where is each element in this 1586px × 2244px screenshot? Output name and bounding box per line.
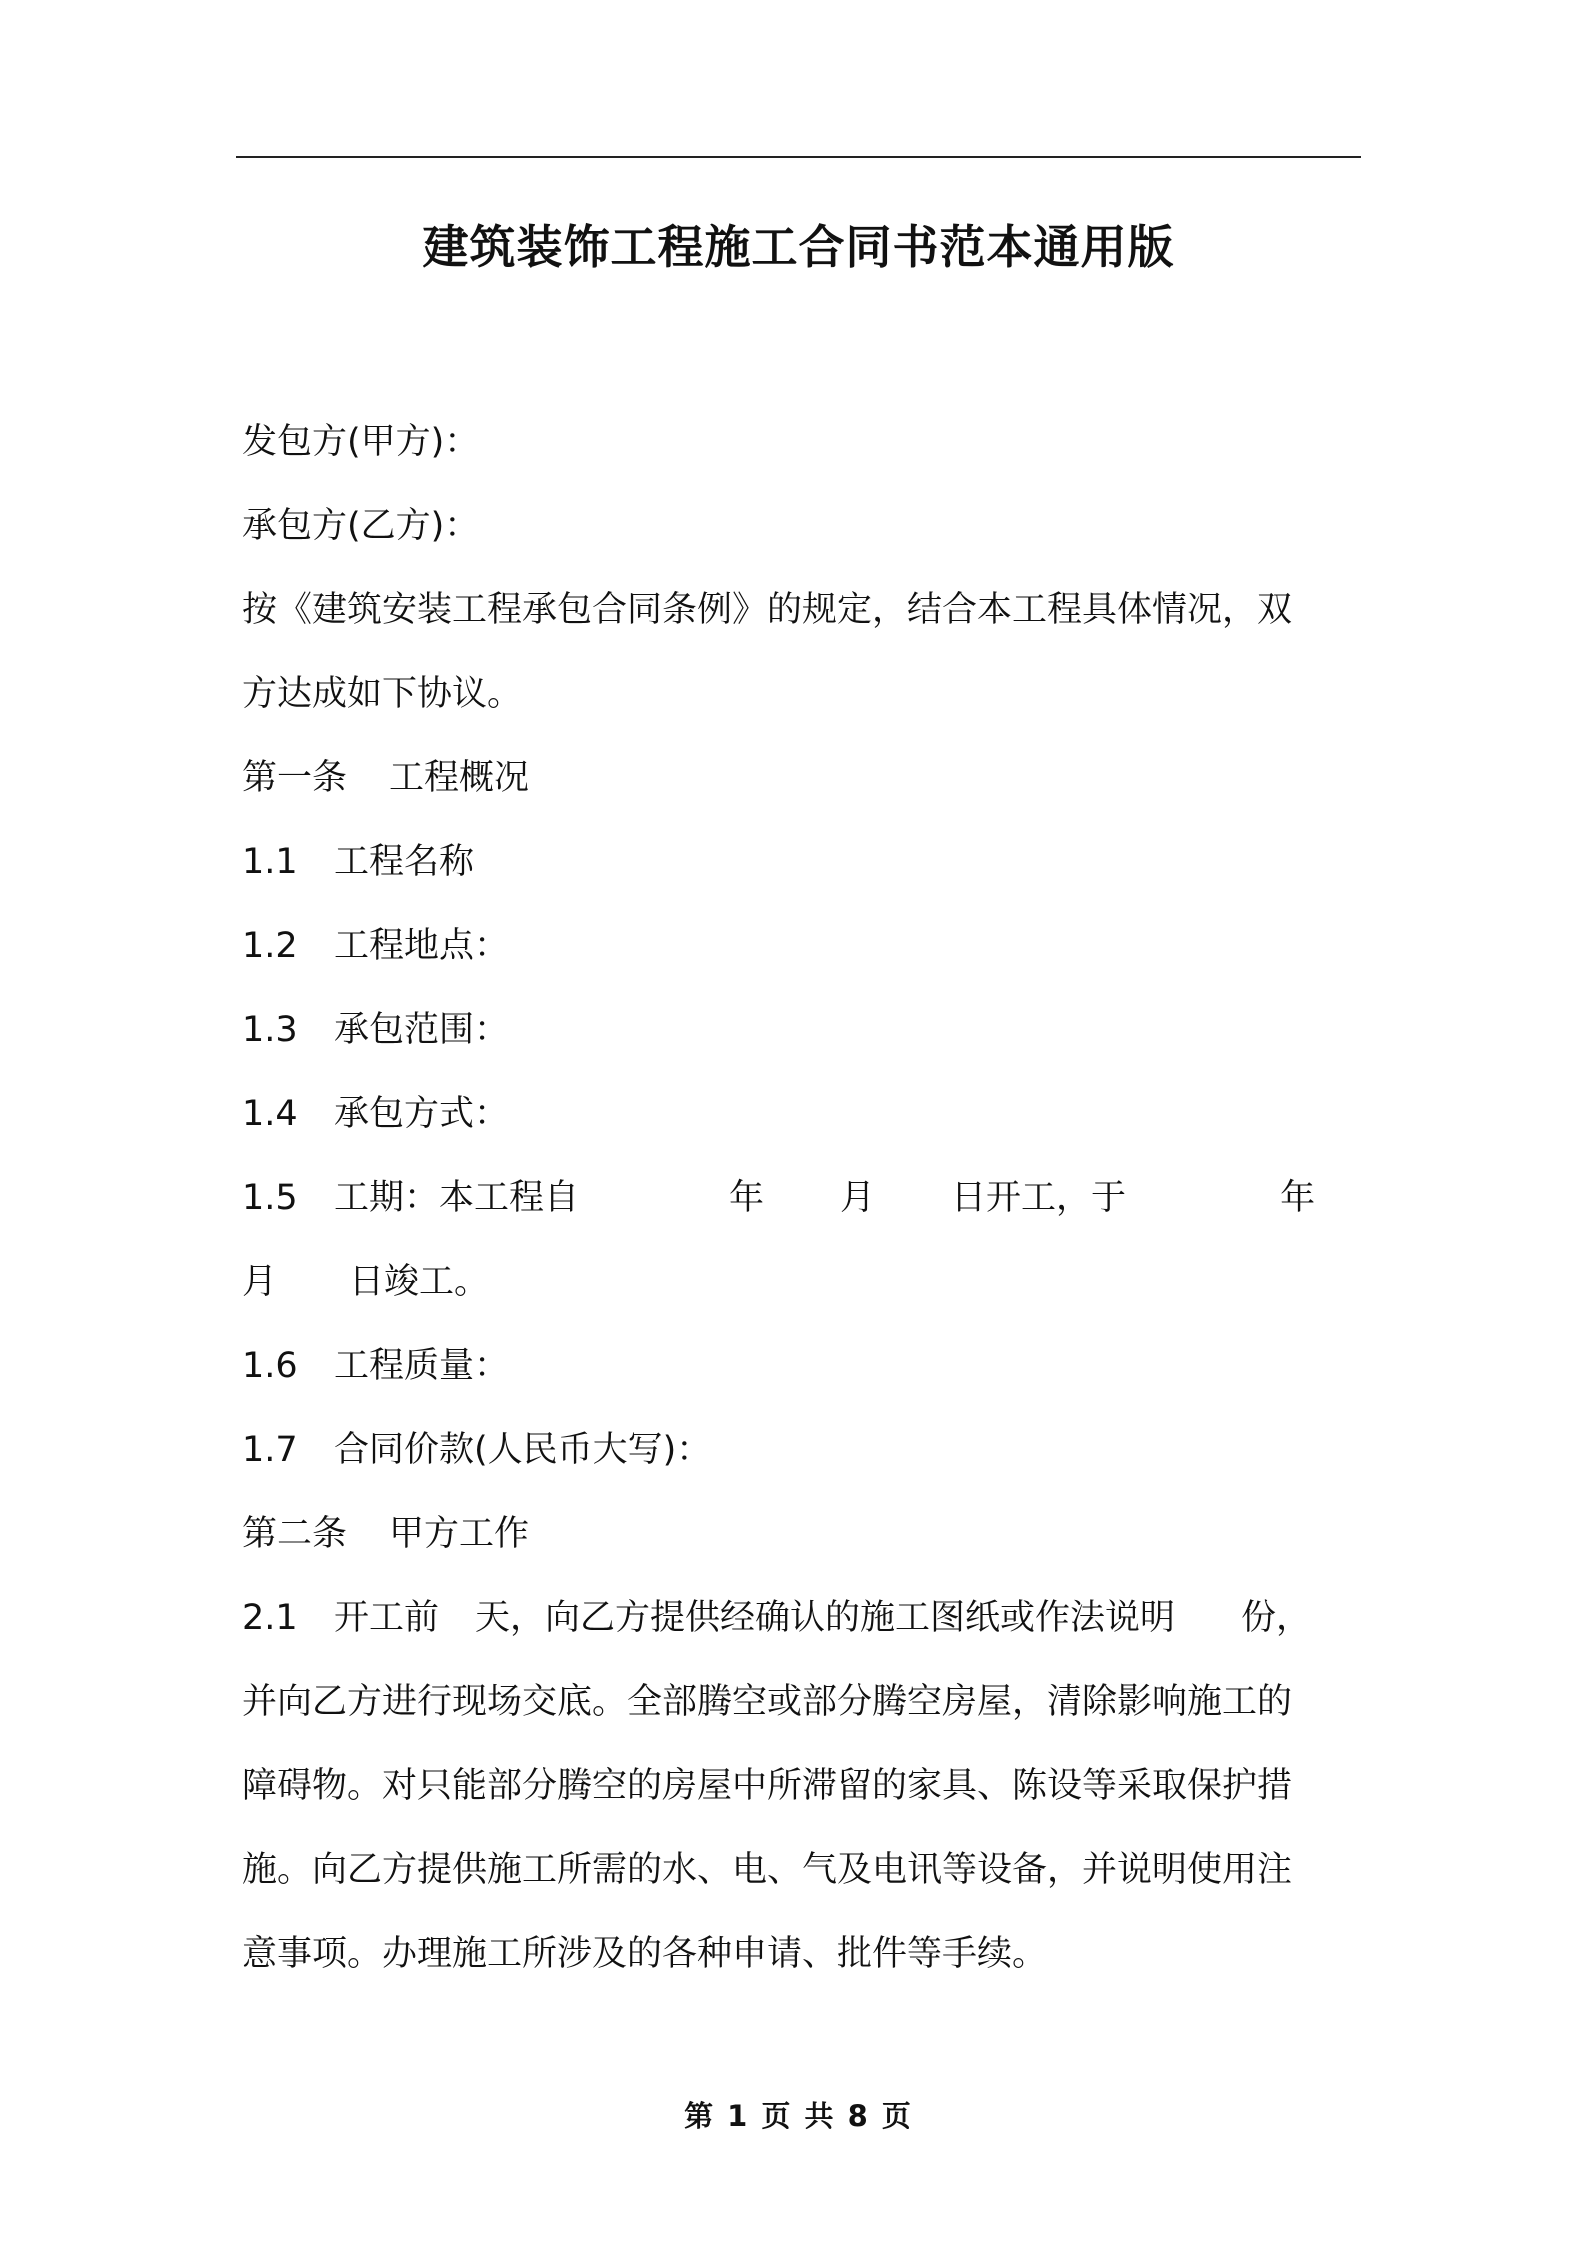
item-number: 1.4 xyxy=(242,1094,298,1134)
start-label: 日开工，于 xyxy=(951,1178,1127,1218)
item-1-2 xyxy=(242,904,1360,988)
intro-line-2: 方达成如下协议。 xyxy=(242,674,523,714)
item-text: 工程地点： xyxy=(334,926,510,966)
article-1-heading xyxy=(242,736,1360,820)
item-1-5 xyxy=(242,1156,1360,1240)
item-number: 2.1 xyxy=(242,1598,298,1638)
item-1-6 xyxy=(242,1324,1360,1408)
item-1-7 xyxy=(242,1408,1360,1492)
year-label: 年 xyxy=(1280,1178,1316,1218)
item-text: 份， xyxy=(1241,1598,1312,1638)
item-text: 工程质量： xyxy=(334,1346,510,1386)
article-1-label: 第一条 xyxy=(242,758,348,798)
article-2-heading xyxy=(242,1492,1360,1576)
item-number: 1.6 xyxy=(242,1346,298,1386)
item-1-5-cont xyxy=(242,1240,1360,1324)
party-a-line: 发包方(甲方)： xyxy=(242,422,480,462)
paragraph-line: 施。向乙方提供施工所需的水、电、气及电讯等设备，并说明使用注 xyxy=(242,1850,1293,1890)
item-text: 合同价款(人民币大写)： xyxy=(334,1430,712,1470)
item-text: 天，向乙方提供经确认的施工图纸或作法说明 xyxy=(475,1598,1176,1638)
article-1-title: 工程概况 xyxy=(389,758,530,798)
item-text: 工程名称 xyxy=(334,842,475,882)
completion-label: 日竣工。 xyxy=(349,1262,490,1302)
item-number: 1.2 xyxy=(242,926,298,966)
page-number: 第 1 页 共 8 页 xyxy=(684,2099,913,2133)
item-number: 1.5 xyxy=(242,1178,298,1218)
header-rule xyxy=(236,156,1361,158)
year-label: 年 xyxy=(729,1178,765,1218)
paragraph-line: 意事项。办理施工所涉及的各种申请、批件等手续。 xyxy=(242,1934,1048,1974)
item-number: 1.1 xyxy=(242,842,298,882)
item-2-1 xyxy=(242,1576,1360,1660)
month-label: 月 xyxy=(242,1262,278,1302)
item-text: 承包范围： xyxy=(334,1010,510,1050)
party-b-line: 承包方(乙方)： xyxy=(242,506,480,546)
intro-line-1: 按《建筑安装工程承包合同条例》的规定，结合本工程具体情况，双 xyxy=(242,590,1293,630)
month-label: 月 xyxy=(840,1178,876,1218)
item-1-1 xyxy=(242,820,1360,904)
item-number: 1.3 xyxy=(242,1010,298,1050)
document-body xyxy=(242,400,1360,1996)
article-2-title: 甲方工作 xyxy=(389,1514,530,1554)
document-title: 建筑装饰工程施工合同书范本通用版 xyxy=(422,220,1175,274)
item-number: 1.7 xyxy=(242,1430,298,1470)
item-text: 承包方式： xyxy=(334,1094,510,1134)
paragraph-line: 障碍物。对只能部分腾空的房屋中所滞留的家具、陈设等采取保护措 xyxy=(242,1766,1293,1806)
article-2-label: 第二条 xyxy=(242,1514,348,1554)
item-1-4 xyxy=(242,1072,1360,1156)
item-text: 工期：本工程自 xyxy=(334,1178,580,1218)
item-1-3 xyxy=(242,988,1360,1072)
item-text: 开工前 xyxy=(334,1598,440,1638)
paragraph-line: 并向乙方进行现场交底。全部腾空或部分腾空房屋，清除影响施工的 xyxy=(242,1682,1293,1722)
